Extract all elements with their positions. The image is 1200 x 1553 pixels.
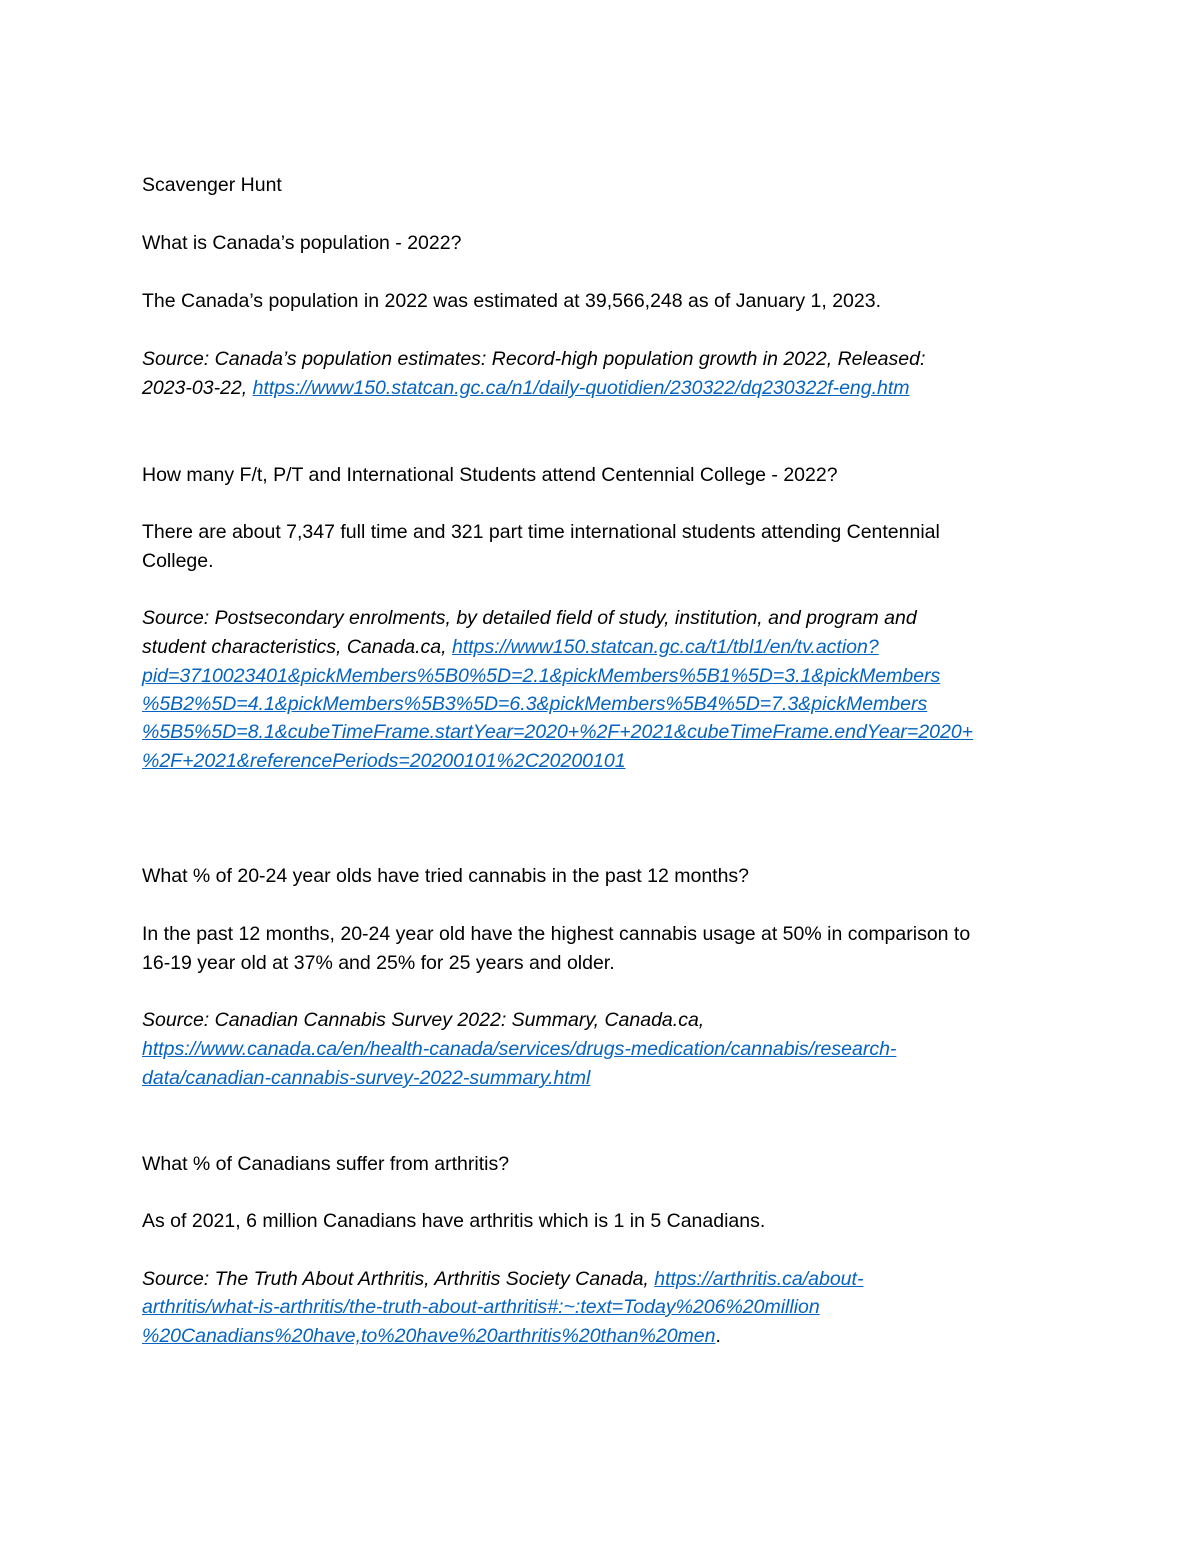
source-cannabis-line-2 <box>142 1035 1062 1064</box>
source-centennial-line-6 <box>142 747 1062 776</box>
source-link-statcan-table[interactable]: https://www150.statcan.gc.ca/t1/tbl1/en/tv.action? <box>452 636 879 658</box>
source-centennial-line-3 <box>142 662 1062 691</box>
source-arthritis-line-3 <box>142 1322 1062 1351</box>
answer-centennial-line-1: There are about 7,347 full time and 321 part time international students attending Centennial <box>142 521 940 543</box>
source-centennial-line-2 <box>142 633 1062 662</box>
source-link-arthritis-cont[interactable]: %20Canadians%20have,to%20have%20arthritis%20than%20men <box>142 1325 716 1347</box>
question-arthritis: What % of Canadians suffer from arthritis? <box>142 1153 510 1175</box>
document-title: Scavenger Hunt <box>142 174 282 196</box>
question-population: What is Canada’s population - 2022? <box>142 232 462 254</box>
source-link-cannabis-survey[interactable]: https://www.canada.ca/en/health-canada/services/drugs-medication/cannabis/research- <box>142 1038 897 1060</box>
source-link-arthritis[interactable]: https://arthritis.ca/about- <box>654 1268 864 1290</box>
source-text: Source: The Truth About Arthritis, Arthritis Society Canada, <box>142 1268 655 1290</box>
source-arthritis-line-2 <box>142 1293 1062 1322</box>
source-link-statcan-table-cont[interactable]: %2F+2021&referencePeriods=20200101%2C20200101 <box>142 750 626 772</box>
answer-cannabis-line-1: In the past 12 months, 20-24 year old have the highest cannabis usage at 50% in comparison to <box>142 923 971 945</box>
source-link-statcan-table-cont[interactable]: %5B2%5D=4.1&pickMembers%5B3%5D=6.3&pickMembers%5B4%5D=7.3&pickMembers <box>142 693 928 715</box>
source-population-line-1 <box>142 345 1062 374</box>
source-text: Source: Postsecondary enrolments, by detailed field of study, institution, and program and <box>142 607 917 629</box>
source-text: 2023-03-22, <box>142 377 253 399</box>
answer-centennial-line-2: College. <box>142 550 214 572</box>
source-centennial-line-5 <box>142 718 1062 747</box>
source-centennial-line-1 <box>142 604 1062 633</box>
question-cannabis: What % of 20-24 year olds have tried cannabis in the past 12 months? <box>142 865 750 887</box>
source-link-statcan-table-cont[interactable]: %5B5%5D=8.1&cubeTimeFrame.startYear=2020+%2F+2021&cubeTimeFrame.endYear=2020+ <box>142 721 974 743</box>
source-link-arthritis-cont[interactable]: arthritis/what-is-arthritis/the-truth-about-arthritis#:~:text=Today%206%20million <box>142 1296 820 1318</box>
source-cannabis-line-1 <box>142 1006 1062 1035</box>
source-text: student characteristics, Canada.ca, <box>142 636 452 658</box>
answer-arthritis: As of 2021, 6 million Canadians have arthritis which is 1 in 5 Canadians. <box>142 1210 766 1232</box>
source-population-line-2 <box>142 374 1062 403</box>
answer-cannabis-line-2: 16-19 year old at 37% and 25% for 25 years and older. <box>142 952 615 974</box>
trailing-period: . <box>715 1325 721 1347</box>
source-link-statcan-daily[interactable]: https://www150.statcan.gc.ca/n1/daily-quotidien/230322/dq230322f-eng.htm <box>252 377 910 399</box>
answer-population: The Canada’s population in 2022 was estimated at 39,566,248 as of January 1, 2023. <box>142 290 881 312</box>
source-arthritis-line-1 <box>142 1265 1062 1294</box>
source-link-cannabis-survey-cont[interactable]: data/canadian-cannabis-survey-2022-summary.html <box>142 1067 591 1089</box>
source-text: Source: Canada’s population estimates: Record-high population growth in 2022, Released: <box>142 348 926 370</box>
source-centennial-line-4 <box>142 690 1062 719</box>
question-centennial-students: How many F/t, P/T and International Students attend Centennial College - 2022? <box>142 464 838 486</box>
source-text: Source: Canadian Cannabis Survey 2022: Summary, Canada.ca, <box>142 1009 705 1031</box>
source-cannabis-line-3 <box>142 1064 1062 1093</box>
source-link-statcan-table-cont[interactable]: pid=3710023401&pickMembers%5B0%5D=2.1&pickMembers%5B1%5D=3.1&pickMembers <box>142 665 941 687</box>
